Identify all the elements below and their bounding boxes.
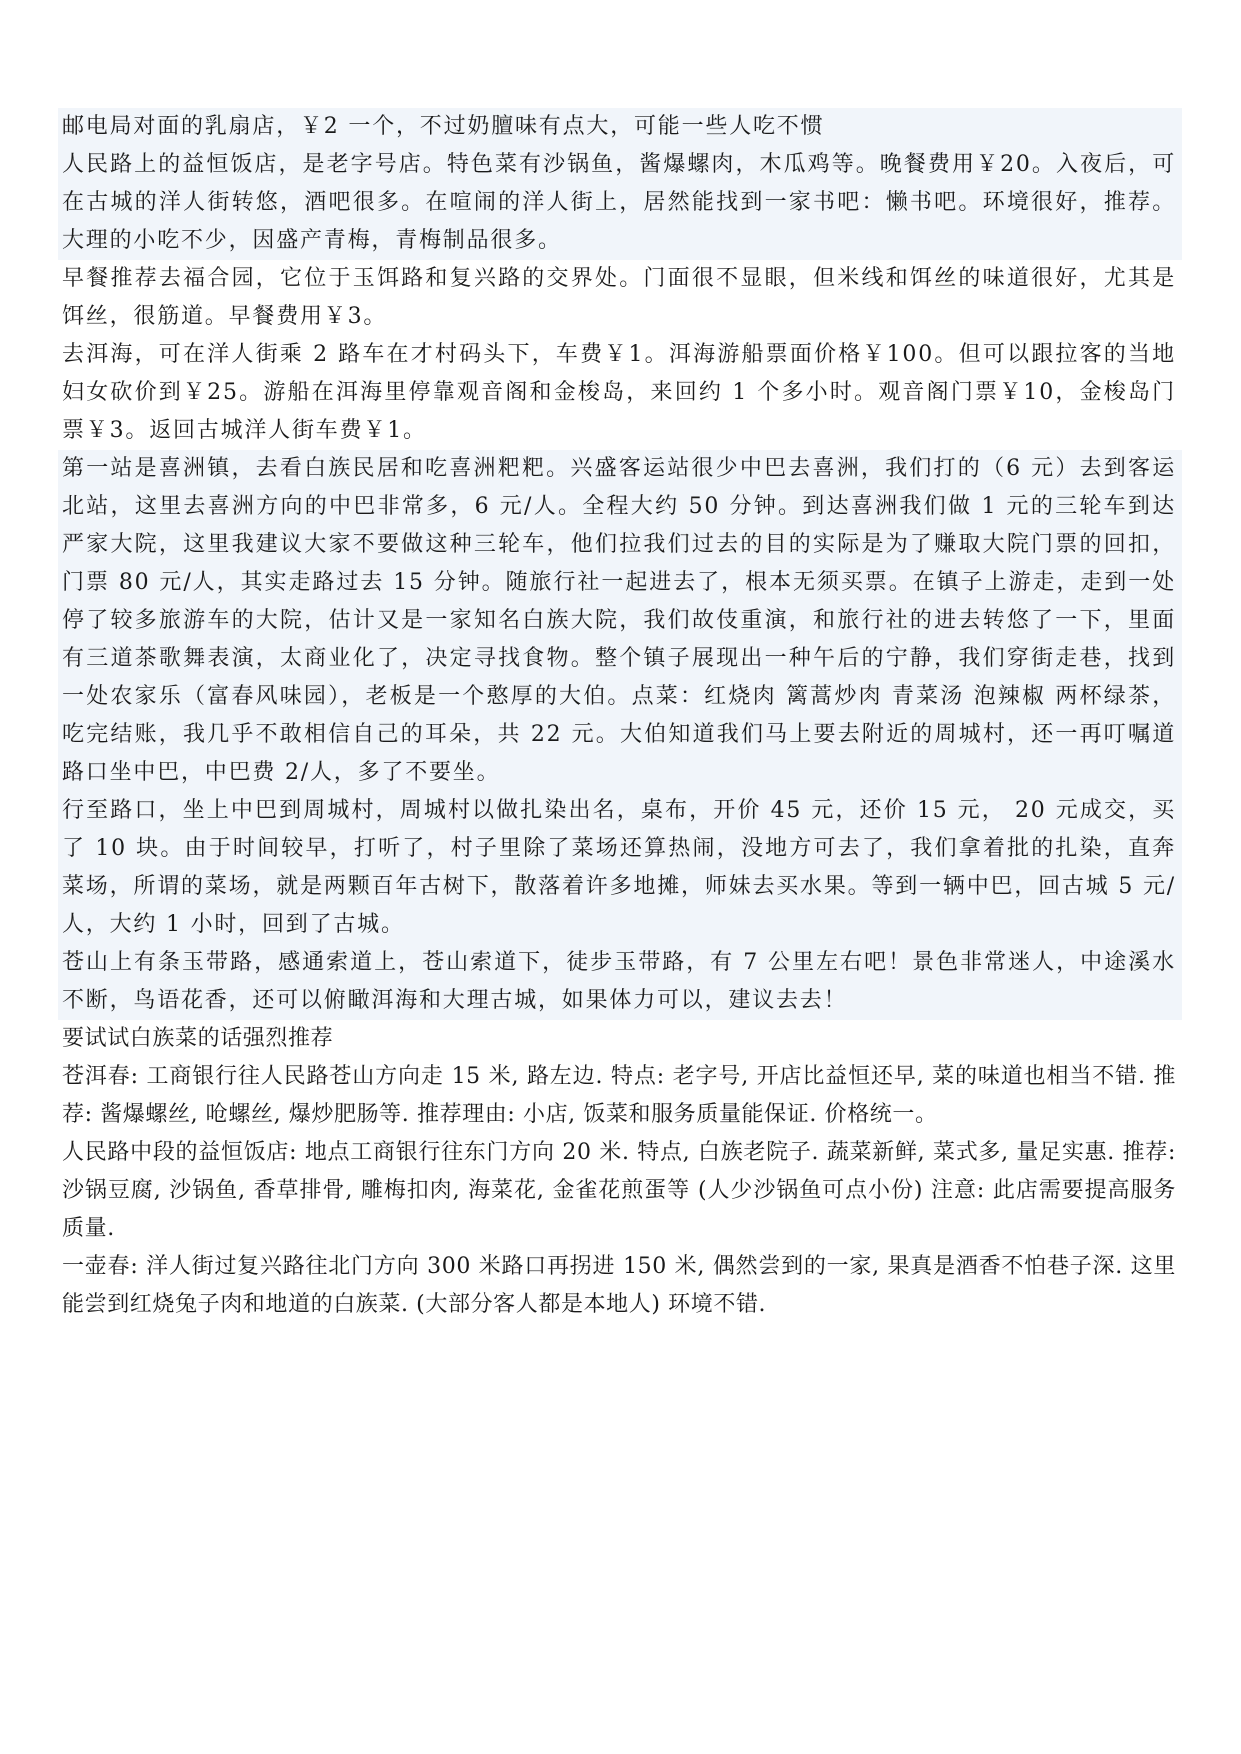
paragraph-zhoucheng: 行至路口，坐上中巴到周城村，周城村以做扎染出名，桌布，开价 45 元，还价 15 元， 20 元成交，买了 10 块。由于时间较早，打听了，村子里除了菜场还算热闹，没地方可去了，我们拿着批的扎染，直奔菜场，所谓的菜场，就是两颗百年古树下，散落着许多地摊，师妹去买水果。等到一辆中巴，回古城 5 元/人，大约 1 小时，回到了古城。 — [62, 798, 1176, 937]
paragraph-rushan-shop: 邮电局对面的乳扇店，￥2 一个，不过奶膻味有点大，可能一些人吃不惯 — [62, 114, 825, 139]
text-block-bai-cuisine — [58, 1020, 1182, 1324]
paragraph-cangshan: 苍山上有条玉带路，感通索道上，苍山索道下，徒步玉带路，有 7 公里左右吧！景色非常迷人，中途溪水不断，鸟语花香，还可以俯瞰洱海和大理古城，如果体力可以，建议去去！ — [62, 950, 1176, 1013]
paragraph-bai-heading: 要试试白族菜的话强烈推荐 — [62, 1026, 334, 1051]
paragraph-erhai-trip: 去洱海，可在洋人街乘 2 路车在才村码头下，车费￥1。洱海游船票面价格￥100。但可以跟拉客的当地妇女砍价到￥25。游船在洱海里停靠观音阁和金梭岛，来回约 1 个多小时。观音阁门票￥10，金梭岛门票￥3。返回古城洋人街车费￥1。 — [62, 342, 1176, 443]
paragraph-yihuchun: 一壶春: 洋人街过复兴路往北门方向 300 米路口再拐进 150 米, 偶然尝到的一家, 果真是酒香不怕巷子深. 这里能尝到红烧兔子肉和地道的白族菜. (大部分客人都是本地人) 环境不错. — [62, 1254, 1176, 1317]
text-block-breakfast-erhai — [58, 260, 1182, 450]
paragraph-xizhou: 第一站是喜洲镇，去看白族民居和吃喜洲粑粑。兴盛客运站很少中巴去喜洲，我们打的（6 元）去到客运北站，这里去喜洲方向的中巴非常多，6 元/人。全程大约 50 分钟。到达喜洲我们做 1 元的三轮车到达严家大院，这里我建议大家不要做这种三轮车，他们拉我们过去的目的实际是为了赚取大院门票的回扣，门票 80 元/人，其实走路过去 15 分钟。随旅行社一起进去了，根本无须买票。在镇子上游走，走到一处停了较多旅游车的大院，估计又是一家知名白族大院，我们故伎重演，和旅行社的进去转悠了一下，里面有三道茶歌舞表演，太商业化了，决定寻找食物。整个镇子展现出一种午后的宁静，我们穿街走巷，找到一处农家乐（富春风味园），老板是一个憨厚的大伯。点菜：红烧肉 篱蒿炒肉 青菜汤 泡辣椒 两杯绿茶，吃完结账，我几乎不敢相信自己的耳朵，共 22 元。大伯知道我们马上要去附近的周城村，还一再叮嘱道路口坐中巴，中巴费 2/人，多了不要坐。 — [62, 456, 1176, 785]
paragraph-yiheng-middle: 人民路中段的益恒饭店: 地点工商银行往东门方向 20 米. 特点, 白族老院子. 蔬菜新鲜, 菜式多, 量足实惠. 推荐: 沙锅豆腐, 沙锅鱼, 香草排骨, 雕梅扣肉, 海菜花, 金雀花煎蛋等 (人少沙锅鱼可点小份) 注意: 此店需要提高服务质量. — [62, 1140, 1176, 1241]
text-block-xizhou-trip — [58, 450, 1182, 1020]
document-page — [58, 108, 1182, 1324]
paragraph-breakfast: 早餐推荐去福合园，它位于玉饵路和复兴路的交界处。门面很不显眼，但米线和饵丝的味道很好，尤其是饵丝，很筋道。早餐费用￥3。 — [62, 266, 1176, 329]
paragraph-yiheng-restaurant: 人民路上的益恒饭店，是老字号店。特色菜有沙锅鱼，酱爆螺肉，木瓜鸡等。晚餐费用￥20。入夜后，可在古城的洋人街转悠，酒吧很多。在喧闹的洋人街上，居然能找到一家书吧：懒书吧。环境很好，推荐。大理的小吃不少，因盛产青梅，青梅制品很多。 — [62, 152, 1176, 253]
paragraph-cangerchun: 苍洱春: 工商银行往人民路苍山方向走 15 米, 路左边. 特点: 老字号, 开店比益恒还早, 菜的味道也相当不错. 推荐: 酱爆螺丝, 呛螺丝, 爆炒肥肠等. 推荐理由: 小店, 饭菜和服务质量能保证. 价格统一。 — [62, 1064, 1176, 1127]
text-block-snacks — [58, 108, 1182, 260]
